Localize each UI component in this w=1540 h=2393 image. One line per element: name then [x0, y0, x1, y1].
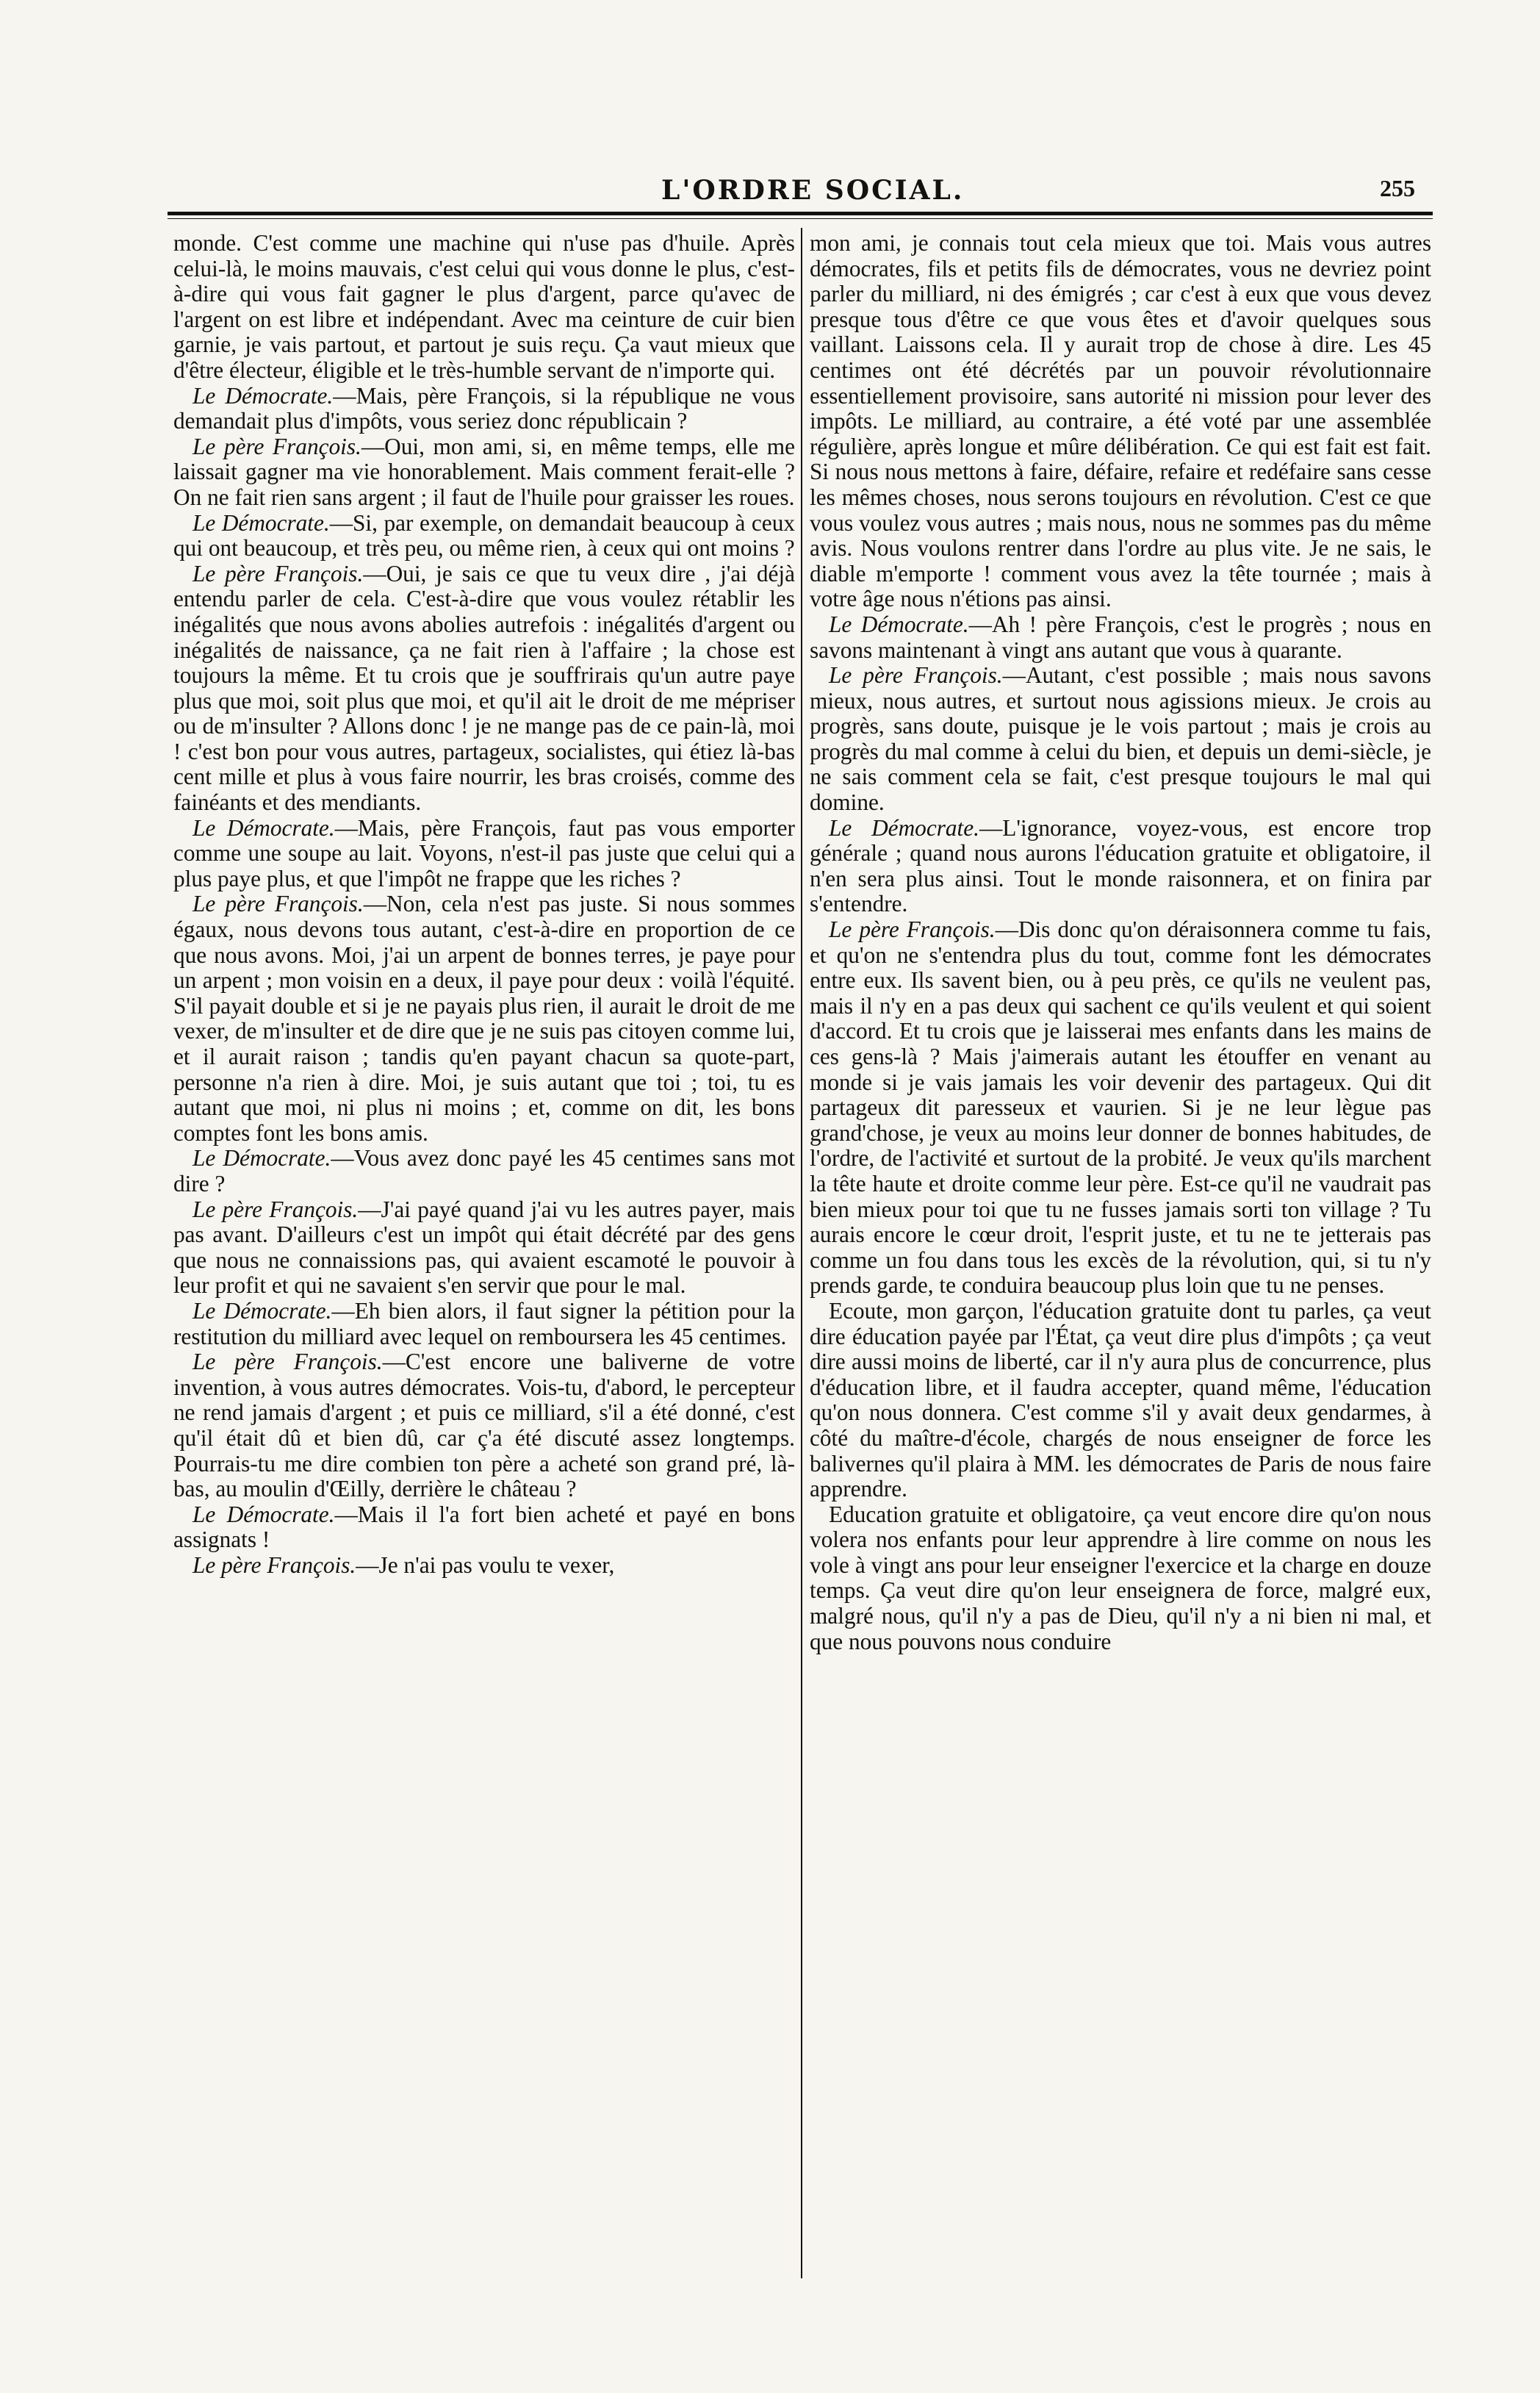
- paragraph-text: mon ami, je connais tout cela mieux que toi. Mais vous autres démocrates, fils et petits fils de démocrates, vous ne devriez point parler du milliard, ni des émigrés ; car c'est à eux que vous devez presque tous d'être ce que vous êtes et d'avoir quelques sous vaillant. Laissons cela. Il y aurait trop de chose à dire. Les 45 centimes ont été décrétés par un pouvoir révolutionnaire essentiellement provisoire, sans autorité ni mission pour lever des impôts. Le milliard, au contraire, a été voté par une assemblée régulière, après longue et mûre délibération. Ce qui est fait est fait. Si nous nous mettons à faire, défaire, refaire et redéfaire sans cesse les mêmes choses, nous serons toujours en révolution. C'est ce que vous voulez vous autres ; mais nous, nous ne sommes pas du même avis. Nous voulons rentrer dans l'ordre au plus vite. Je ne sais, le diable m'emporte ! comment vous avez la tête tournée ; mais à votre âge nous n'étions pas ainsi.: [810, 230, 1431, 612]
- paragraph: [173, 891, 795, 1146]
- paragraph: [173, 231, 795, 384]
- speaker-name: Le père François.: [192, 560, 364, 586]
- paragraph: [810, 1502, 1431, 1655]
- paragraph-text: Education gratuite et obligatoire, ça veut encore dire qu'on nous volera nos enfants pour leur apprendre à lire comme on nous les vole à vingt ans pour leur enseigner l'exercice et la charge en douze temps. Ça veut dire qu'on leur enseignera de force, malgré eux, malgré nous, qu'il n'y a pas de Dieu, qu'il n'y a ni bien ni mal, et que nous pouvons nous conduire: [810, 1501, 1431, 1654]
- paragraph: [173, 1553, 795, 1579]
- paragraph-text: —Je n'ai pas voulu te vexer,: [356, 1551, 615, 1578]
- speaker-name: Le Démocrate.: [192, 1145, 331, 1172]
- header-rule-thin: [168, 218, 1433, 219]
- paragraph-text: —Autant, c'est possible ; mais nous savons mieux, nous autres, et surtout nous agissions mieux. Je crois au progrès, sans doute, puisque je le vois partout ; mais je crois au progrès du mal comme à celui du bien, et depuis un demi-siècle, je ne sais comment cela se fait, c'est presque toujours le mal qui domine.: [810, 662, 1431, 816]
- paragraph: [173, 511, 795, 562]
- paragraph-text: —Eh bien alors, il faut signer la pétition pour la restitution du milliard avec lequel on remboursera les 45 centimes.: [173, 1297, 795, 1349]
- paragraph-text: —Mais, père François, si la république ne vous demandait plus d'impôts, vous seriez donc républicain ?: [173, 382, 796, 434]
- paragraph: [173, 434, 795, 511]
- paragraph-text: Ecoute, mon garçon, l'éducation gratuite dont tu parles, ça veut dire éducation payée par l'État, ça veut dire plus d'impôts ; ça veut dire aussi moins de liberté, car il n'y aura plus de concurrence, plus d'éducation libre, et il faudra accepter, quand même, l'éducation qu'on nous donnera. C'est comme s'il y avait deux gendarmes, à côté du maître-d'école, chargés de nous enseigner de force les balivernes qu'il plaira à MM. les démocrates de Paris de nous faire apprendre.: [810, 1297, 1431, 1502]
- paragraph-text: —C'est encore une baliverne de votre invention, à vous autres démocrates. Vois-tu, d'abord, le percepteur ne rend jamais d'argent ; et puis ce milliard, s'il a été donné, c'est qu'il était dû et bien dû, car ç'a été discuté assez longtemps. Pourrais-tu me dire combien ton père a acheté son grand pré, là-bas, au moulin d'Œilly, derrière le château ?: [173, 1349, 795, 1502]
- paragraph: [173, 384, 795, 434]
- paragraph: [173, 816, 795, 892]
- page-number: 255: [1380, 175, 1415, 201]
- speaker-name: Le Démocrate.: [829, 814, 979, 841]
- header-rule-thick: [168, 212, 1433, 215]
- speaker-name: Le Démocrate.: [192, 1501, 335, 1527]
- column-divider: [801, 228, 802, 2278]
- paragraph: [173, 562, 795, 816]
- paragraph: [810, 231, 1431, 612]
- speaker-name: Le père François.: [829, 662, 1003, 689]
- paragraph-text: —J'ai payé quand j'ai vu les autres payer, mais pas avant. D'ailleurs c'est un impôt qui était décrété par des gens que nous ne connaissions pas, qui avaient escamoté le pouvoir à leur profit et qui ne savaient s'en servir que pour le mal.: [173, 1196, 795, 1299]
- paragraph: [173, 1146, 795, 1196]
- paragraph: [173, 1349, 795, 1502]
- paragraph: [173, 1502, 795, 1553]
- speaker-name: Le Démocrate.: [829, 611, 969, 637]
- left-column: [173, 231, 795, 1578]
- paragraph: [173, 1197, 795, 1299]
- paragraph-text: —L'ignorance, voyez-vous, est encore trop générale ; quand nous aurons l'éducation gratuite et obligatoire, il n'en sera plus ainsi. Tout le monde raisonnera, et on finira par s'entendre.: [810, 814, 1431, 917]
- speaker-name: Le père François.: [192, 1196, 359, 1222]
- paragraph-text: —Mais, père François, faut pas vous emporter comme une soupe au lait. Voyons, n'est-il pas juste que celui qui a plus paye plus, et que l'impôt ne frappe que les riches ?: [173, 814, 795, 891]
- paragraph-text: —Si, par exemple, on demandait beaucoup à ceux qui ont beaucoup, et très peu, ou même rien, à ceux qui ont moins ?: [173, 509, 795, 562]
- paragraph: [173, 1299, 795, 1349]
- speaker-name: Le père François.: [192, 1349, 383, 1375]
- running-title: L'ORDRE SOCIAL.: [661, 175, 965, 206]
- paragraph-text: —Non, cela n'est pas juste. Si nous sommes égaux, nous devons tous autant, c'est-à-dire en proportion de ce que nous avons. Moi, j'ai un arpent de bonnes terres, je paye pour un arpent ; mon voisin en a deux, il paye pour deux : voilà l'équité. S'il payait double et si je ne payais plus rien, il aurait le droit de me vexer, de m'insulter et de dire que je ne suis pas citoyen comme lui, et il aurait raison ; tandis qu'en payant chacun sa quote-part, personne n'a rien à dire. Moi, je suis autant que toi ; toi, tu es autant que moi, ni plus ni moins ; et, comme on dit, les bons comptes font les bons amis.: [173, 891, 795, 1146]
- paragraph: [810, 612, 1431, 663]
- paragraph: [810, 917, 1431, 1299]
- speaker-name: Le Démocrate.: [192, 509, 330, 536]
- paragraph: [810, 1299, 1431, 1502]
- right-column: [810, 231, 1431, 1654]
- speaker-name: Le Démocrate.: [192, 814, 335, 841]
- paragraph-text: —Oui, mon ami, si, en même temps, elle me laissait gagner ma vie honorablement. Mais comment ferait-elle ? On ne fait rien sans argent ; il faut de l'huile pour graisser les roues.: [173, 433, 795, 510]
- paragraph-text: —Mais il l'a fort bien acheté et payé en bons assignats !: [173, 1501, 796, 1553]
- paragraph-text: —Dis donc qu'on déraisonnera comme tu fais, et qu'on ne s'entendra plus du tout, comme font les démocrates entre eux. Ils savent bien, ou à peu près, ce qu'ils ne veulent pas, mais il n'y en a pas deux qui sachent ce qu'ils veulent et qui soient d'accord. Et tu crois que je laisserai mes enfants dans les mains de ces gens-là ? Mais j'aimerais autant les étouffer en venant au monde si je vais jamais les voir devenir des partageux. Qui dit partageux dit paresseux et vaurien. Si je ne leur lègue pas grand'chose, je veux au moins leur donner de bonnes habitudes, de l'ordre, de l'activité et surtout de la probité. Je veux qu'ils marchent la tête haute et droite comme leur père. Est-ce qu'il ne vaudrait pas bien mieux pour toi que tu ne fusses jamais sorti ton village ? Tu aurais encore le cœur droit, l'esprit juste, et tu ne te jetterais pas comme un fou dans tous les excès de la révolution, qui, si tu n'y prends garde, te conduira beaucoup plus loin que tu ne penses.: [810, 916, 1431, 1299]
- speaker-name: Le père François.: [192, 433, 361, 459]
- speaker-name: Le père François.: [192, 891, 364, 917]
- paragraph: [810, 816, 1431, 917]
- paragraph: [810, 663, 1431, 816]
- speaker-name: Le Démocrate.: [192, 1297, 332, 1324]
- paragraph-text: —Oui, je sais ce que tu veux dire , j'ai déjà entendu parler de cela. C'est-à-dire que vous voulez rétablir les inégalités que nous avons abolies autrefois : inégalités d'argent ou inégalités de naissance, ça ne fait rien à l'affaire ; la chose est toujours la même. Et tu crois que je souffrirais qu'un autre paye plus que moi, soit plus que moi, et qu'il ait le droit de me mépriser ou de m'insulter ? Allons donc ! je ne mange pas de ce pain-là, moi ! c'est bon pour vous autres, partageux, socialistes, qui étiez là-bas cent mille et plus à vous faire nourrir, les bras croisés, comme des fainéants et des mendiants.: [173, 560, 795, 816]
- speaker-name: Le Démocrate.: [192, 382, 334, 409]
- speaker-name: Le père François.: [192, 1551, 356, 1578]
- paragraph-text: —Ah ! père François, c'est le progrès ; nous en savons maintenant à vingt ans autant que vous à quarante.: [810, 611, 1431, 663]
- paragraph-text: —Vous avez donc payé les 45 centimes sans mot dire ?: [173, 1145, 795, 1196]
- paragraph-text: monde. C'est comme une machine qui n'use pas d'huile. Après celui-là, le moins mauvais, c'est celui qui vous donne le plus, c'est-à-dire qui vous fait gagner le plus d'argent, parce qu'avec de l'argent on est libre et indépendant. Avec ma ceinture de cuir bien garnie, je vais partout, et partout je suis reçu. Ça vaut mieux que d'être électeur, éligible et le très-humble servant de n'importe qui.: [173, 230, 795, 383]
- speaker-name: Le père François.: [829, 916, 996, 943]
